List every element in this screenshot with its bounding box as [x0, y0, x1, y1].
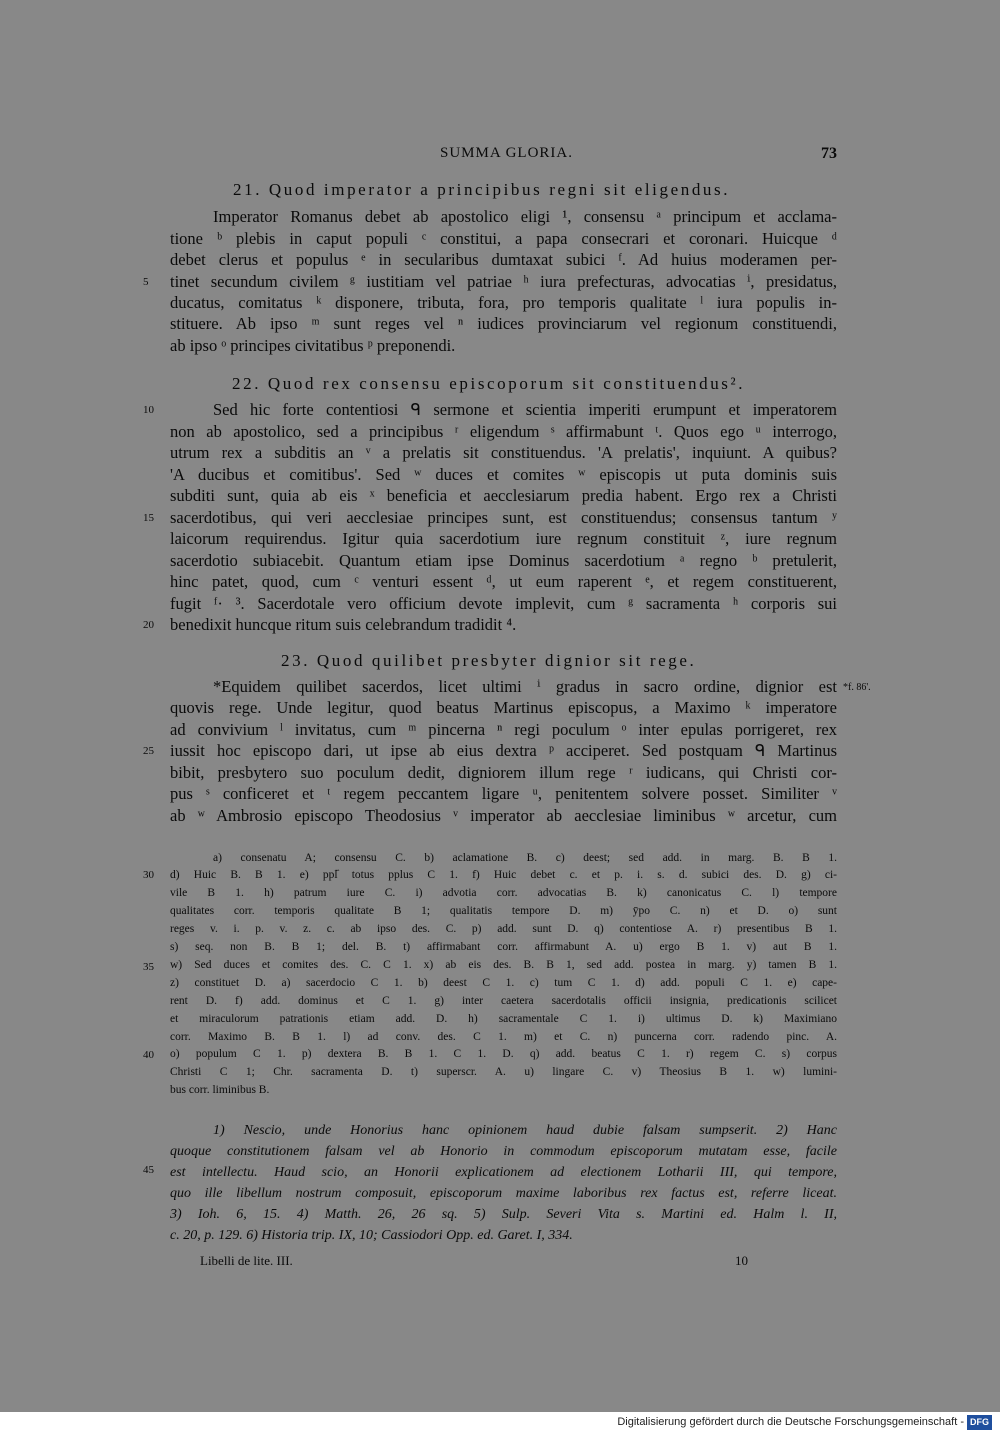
text-line: laicorum requirendus. Igitur quia sacerdotium iure regnum constituit ᶻ, iure regnum: [170, 529, 837, 548]
running-title: SUMMA GLORIA.: [440, 145, 574, 161]
text-line: ad convivium ˡ invitatus, cum ᵐ pincerna ⁿ regi poculum ᵒ inter epulas porrigeret, rex: [170, 720, 837, 739]
text-line: debet clerus et populus ᵉ in secularibus dumtaxat subici ᶠ. Ad huius moderamen per-: [170, 250, 837, 269]
chapter-21-heading: 21. Quod imperator a principibus regni sit eligendus.: [233, 180, 731, 199]
text-line: ducatus, comitatus ᵏ disponere, tributa, fora, pro temporis qualitate ˡ iura populis in-: [170, 293, 837, 312]
text-line: sacerdotio subiacebit. Quantum etiam ipse Dominus sacerdotium ᵃ regno ᵇ pretulerit,: [170, 551, 837, 570]
apparatus-line: vile B 1. h) patrum iure C. i) advotia corr. advocatias B. k) canonicatus C. l) tempore: [170, 887, 837, 899]
text-line: iussit hoc episcopo dari, ut ipse ab eius dextra ᵖ acciperet. Sed postquam ᑫ Martinus: [170, 741, 837, 760]
apparatus-line: d) Huic B. B 1. e) ppl᷈ totus pplus C 1. f) Huic debet c. et p. i. s. d. subici des. D. g) ci-: [170, 869, 837, 881]
text-line: 'A ducibus et comitibus'. Sed ʷ duces et comites ʷ episcopis ut puta dominis suis: [170, 465, 837, 484]
funding-credit-bar: [0, 1412, 1000, 1434]
line-number: 20: [143, 619, 154, 631]
footnote-line: 1) Nescio, unde Honorius hanc opinionem haud dubie falsam sumpserit. 2) Hanc: [213, 1123, 837, 1138]
text-line: quovis rege. Unde legitur, quod beatus Martinus episcopus, a Maximo ᵏ imperatore: [170, 698, 837, 717]
apparatus-line: Christi C 1; Chr. sacramenta D. t) superscr. A. u) lingare C. v) Theosius B 1. w) lumini-: [170, 1066, 837, 1078]
dfg-logo-icon: DFG: [967, 1415, 992, 1430]
chapter-23-heading: 23. Quod quilibet presbyter dignior sit rege.: [281, 651, 697, 670]
chapter-22-heading: 22. Quod rex consensu episcoporum sit constituendus².: [232, 374, 746, 393]
text-line: ab ʷ Ambrosio episcopo Theodosius ᵛ imperator ab aecclesiae liminibus ʷ arcetur, cum: [170, 806, 837, 825]
funding-credit-text: Digitalisierung gefördert durch die Deutsche Forschungsgemeinschaft -: [617, 1416, 964, 1428]
footnote-line: quo ille libellum nostrum composuit, episcoporum maxime laboribus rex factus est, referre liceat.: [170, 1186, 837, 1201]
text-line: hinc patet, quod, cum ᶜ venturi essent ᵈ, ut eum raperent ᵉ, et regem constituerent,: [170, 572, 837, 591]
line-number: 10: [143, 404, 154, 416]
line-number: 45: [143, 1164, 154, 1176]
text-line: ab ipso ᵒ principes civitatibus ᵖ preponendi.: [170, 336, 456, 355]
apparatus-line: z) constituet D. a) sacerdocio C 1. b) deest C 1. c) tum C 1. d) add. populi C 1. e) cape-: [170, 977, 837, 989]
sheet-number: 10: [735, 1253, 748, 1268]
text-line: *Equidem quilibet sacerdos, licet ultimi ⁱ gradus in sacro ordine, dignior est: [213, 677, 837, 696]
text-line: bibit, presbytero suo poculum dedit, digniorem illum rege ʳ iudicans, qui Christi cor-: [170, 763, 837, 782]
footnote-line: c. 20, p. 129. 6) Historia trip. IX, 10; Cassiodori Opp. ed. Garet. I, 334.: [170, 1228, 573, 1243]
apparatus-line: a) consenatu A; consensu C. b) aclamatione B. c) deest; sed add. in marg. B. B 1.: [213, 852, 837, 864]
signature-mark: Libelli de lite. III.: [200, 1253, 293, 1268]
line-number: 35: [143, 961, 154, 973]
line-number: 40: [143, 1049, 154, 1061]
footnote-line: 3) Ioh. 6, 15. 4) Matth. 26, 26 sq. 5) Sulp. Severi Vita s. Martini ed. Halm l. II,: [170, 1207, 837, 1222]
text-line: sacerdotibus, qui veri aecclesiae principes sunt, est constituendus; consensus tantum ʸ: [170, 508, 837, 527]
text-line: tione ᵇ plebis in caput populi ᶜ constitui, a papa consecrari et coronari. Huicque ᵈ: [170, 229, 837, 248]
apparatus-line: bus corr. liminibus B.: [170, 1084, 270, 1096]
footnote-line: quoque constitutionem falsam vel ab Honorio in commodum episcoporum mutatam esse, facile: [170, 1144, 837, 1159]
text-line: tinet secundum civilem ᵍ iustitiam vel patriae ʰ iura prefecturas, advocatias ⁱ, presidatus,: [170, 272, 837, 291]
text-line: non ab apostolico, sed a principibus ʳ eligendum ˢ affirmabunt ᵗ. Quos ego ᵘ interrogo,: [170, 422, 837, 441]
apparatus-line: et miraculorum patrationis etiam add. D. h) sacramentale C 1. i) ultimus D. k) Maximiano: [170, 1013, 837, 1025]
apparatus-line: w) Sed duces et comites des. C. C 1. x) ab eis des. B. B 1, sed add. postea in marg. y) tamen B 1.: [170, 959, 837, 971]
line-number: 15: [143, 512, 154, 524]
apparatus-line: rent D. f) add. dominus et C 1. g) inter caetera sacerdotalis officii insignia, predicationis scilicet: [170, 995, 837, 1007]
text-line: Sed hic forte contentiosi ᑫ sermone et scientia imperiti erumpunt et imperatorem: [213, 400, 837, 419]
text-line: pus ˢ conficeret et ᵗ regem peccantem ligare ᵘ, penitentem solvere posset. Similiter ᵛ: [170, 784, 837, 803]
text-line: fugit ᶠ· ³. Sacerdotale vero officium devote implevit, cum ᵍ sacramenta ʰ corporis sui: [170, 594, 837, 613]
page-number: 73: [821, 145, 837, 162]
footnote-line: est intellectu. Haud scio, an Honorii explicationem ad electionem Lotharii III, qui tempore,: [170, 1165, 837, 1180]
apparatus-line: corr. Maximo B. B 1. l) ad conv. des. C 1. m) et C. n) puncerna corr. radendo pinc. A.: [170, 1031, 837, 1043]
text-line: benedixit huncque ritum suis celebrandum tradidit ⁴.: [170, 615, 517, 634]
text-line: Imperator Romanus debet ab apostolico eligi ¹, consensu ᵃ principum et acclama-: [213, 207, 837, 226]
apparatus-line: s) seq. non B. B 1; del. B. t) affirmabant corr. affirmabunt A. u) ergo B 1. v) aut B 1.: [170, 941, 837, 953]
line-number: 25: [143, 745, 154, 757]
apparatus-line: o) populum C 1. p) dextera B. B 1. C 1. D. q) add. beatus C 1. r) regem C. s) corpus: [170, 1048, 837, 1060]
line-number: 30: [143, 869, 154, 881]
text-line: subditi sunt, quia ab eis ˣ beneficia et aecclesiarum predia habent. Ergo rex a Christi: [170, 486, 837, 505]
apparatus-line: qualitates corr. temporis qualitate B 1; qualitatis tempore D. m) ȳpo C. n) et D. o) sunt: [170, 905, 837, 917]
text-line: stituere. Ab ipso ᵐ sunt reges vel ⁿ iudices provinciarum vel regionum constituendi,: [170, 314, 837, 333]
line-number: 5: [143, 276, 149, 288]
apparatus-line: reges v. i. p. v. z. c. ab ipso des. C. p) add. sunt D. q) contentiose A. r) presentibus B 1.: [170, 923, 837, 935]
text-line: utrum rex a subditis an ᵛ a prelatis sit constituendus. 'A prelatis', inquiunt. A quibus?: [170, 443, 837, 462]
margin-folio-note: *f. 86'.: [843, 682, 871, 693]
